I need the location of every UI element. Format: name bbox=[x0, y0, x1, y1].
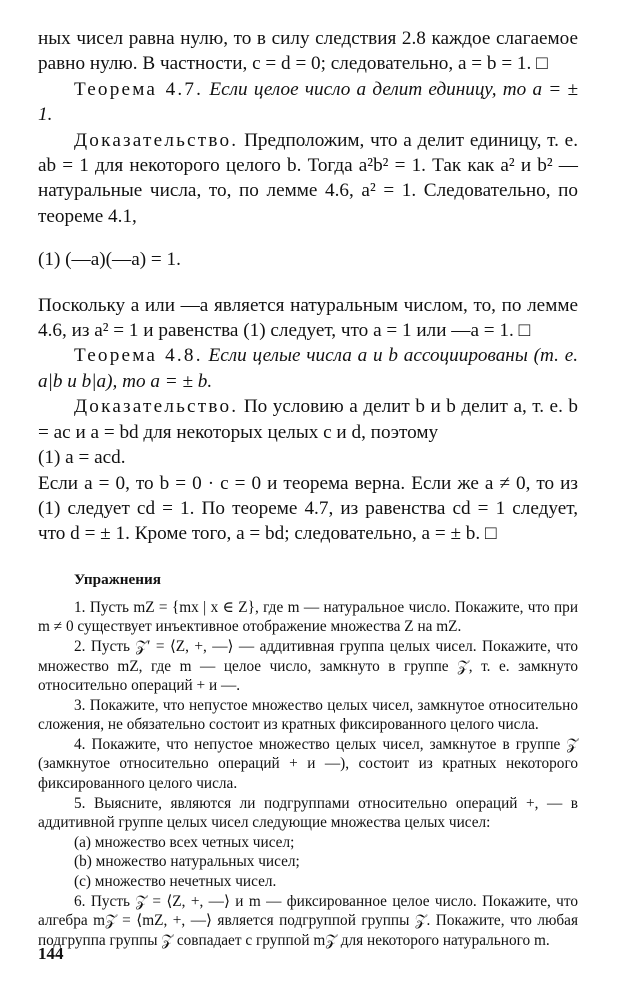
proof-1-continuation: Поскольку a или —a является натуральным числом, то, по лемме 4.6, из a² = 1 и равенства (1) следует, что a = 1 или —a = 1. □ bbox=[38, 294, 578, 342]
proof-2 bbox=[38, 394, 578, 445]
exercise-item: 4. Покажите, что непустое множество целых чисел, замкнутое в группе 𝒵 (замкнутое относительно операций + и —), состоит из кратных некоторого фиксированного целого числа. bbox=[38, 735, 578, 793]
proof-label: Доказательство. bbox=[74, 396, 239, 418]
theorem-statement: Если целые числа a и b ассоциированы (т. е. a|b и b|a), то a = ± b. bbox=[38, 345, 579, 392]
proof-1 bbox=[38, 128, 578, 230]
theorem-statement: Если целое число a делит единицу, то a = ± 1. bbox=[38, 78, 578, 126]
proof-label: Доказательство. bbox=[74, 129, 239, 151]
exercise-item: 3. Покажите, что непустое множество целых чисел, замкнутое относительно сложения, не обязательно состоит из кратных фиксированного целого числа. bbox=[38, 696, 578, 734]
proof-2-continuation: Если a = 0, то b = 0 · c = 0 и теорема верна. Если же a ≠ 0, то из (1) следует cd = 1. По теореме 4.7, из равенства cd = 1 следует, что d = ± 1. Кроме того, a = bd; следовательно, a = ± b. □ bbox=[38, 472, 578, 545]
exercise-subitem: (c) множество нечетных чисел. bbox=[74, 873, 277, 891]
exercises-list bbox=[38, 598, 578, 951]
exercise-subitem: (b) множество натуральных чисел; bbox=[74, 853, 300, 871]
equation-2: (1) a = acd. bbox=[38, 447, 126, 469]
proof-text: По условию a делит b и b делит a, т. е. b = ac и a = bd для некоторых целых c и d, поэтому bbox=[38, 396, 578, 443]
exercise-item: 2. Пусть 𝒵′ = ⟨Z, +, —⟩ — аддитивная группа целых чисел. Покажите, что множество mZ, где m — целое число, замкнуто в группе 𝒵, т. е. замкнуто относительно операций + и —. bbox=[38, 637, 578, 695]
theorem-label: Теорема 4.7. bbox=[74, 78, 204, 100]
exercise-item: 1. Пусть mZ = {mx | x ∈ Z}, где m — натуральное число. Покажите, что при m ≠ 0 существует инъективное отображение множества Z на mZ. bbox=[38, 598, 578, 636]
exercise-item: 6. Пусть 𝒵 = ⟨Z, +, —⟩ и m — фиксированное целое число. Покажите, что алгебра m𝒵 = ⟨mZ, +, —⟩ является подгруппой группы 𝒵. Покажите, что любая подгруппа группы 𝒵 совпадает с группой m𝒵 для некоторого натурального m. bbox=[38, 892, 578, 949]
theorem-4-7 bbox=[38, 77, 578, 128]
page-number: 144 bbox=[38, 944, 64, 963]
exercises-heading: Упражнения bbox=[74, 570, 161, 588]
exercise-subitem: (a) множество всех четных чисел; bbox=[74, 833, 295, 851]
equation-1: (1) (—a)(—a) = 1. bbox=[38, 249, 181, 271]
exercise-item: 5. Выясните, являются ли подгруппами относительно операций +, — в аддитивной группе целых чисел следующие множества целых чисел: bbox=[38, 794, 578, 832]
theorem-4-8 bbox=[38, 343, 578, 394]
theorem-label: Теорема 4.8. bbox=[74, 345, 203, 367]
continued-paragraph: ных чисел равна нулю, то в силу следствия 2.8 каждое слагаемое равно нулю. В частности, c = d = 0; следовательно, a = b = 1. □ bbox=[38, 28, 578, 75]
main-text bbox=[38, 26, 578, 547]
proof-text: Предположим, что a делит единицу, т. е. ab = 1 для некоторого целого b. Тогда a²b² = 1. Так как a² и b² — натуральные числа, то, по лемме 4.6, a² = 1. Следовательно, по теореме 4.1, bbox=[38, 129, 578, 227]
